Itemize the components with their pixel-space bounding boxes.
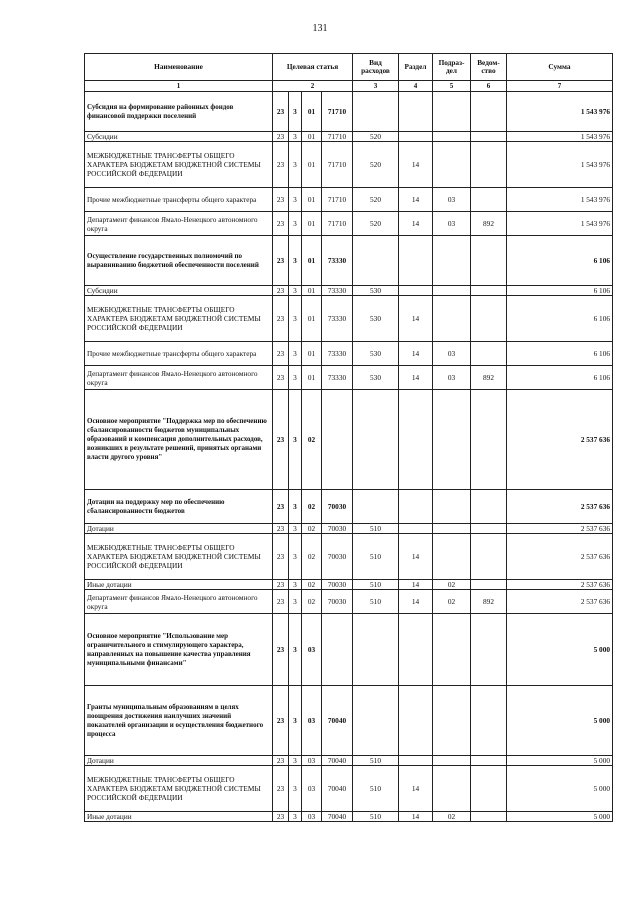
article-program-cell: 23	[273, 590, 289, 614]
table-header-row	[85, 54, 613, 81]
amount-cell: 1 543 976	[507, 188, 613, 212]
article-program-cell: 23	[273, 286, 289, 296]
amount-cell: 2 537 636	[507, 524, 613, 534]
department-cell	[471, 580, 507, 590]
article-direction-cell: 70030	[322, 534, 353, 580]
article-program-cell: 23	[273, 366, 289, 390]
amount-cell: 5 000	[507, 812, 613, 822]
row-name-cell: Департамент финансов Ямало-Ненецкого автономного округа	[85, 366, 273, 390]
subsection-cell: 03	[433, 342, 471, 366]
department-cell	[471, 390, 507, 490]
article-event-cell: 01	[302, 296, 322, 342]
expense-type-cell: 510	[353, 756, 399, 766]
article-subprogram-cell: 3	[289, 590, 302, 614]
article-direction-cell: 70030	[322, 524, 353, 534]
article-event-cell: 01	[302, 92, 322, 132]
table-row	[85, 142, 613, 188]
section-cell	[399, 614, 433, 686]
expense-type-cell	[353, 92, 399, 132]
article-subprogram-cell: 3	[289, 132, 302, 142]
row-name-cell: Прочие межбюджетные трансферты общего характера	[85, 188, 273, 212]
expense-type-cell	[353, 490, 399, 524]
article-event-cell: 01	[302, 366, 322, 390]
article-direction-cell: 70040	[322, 766, 353, 812]
subsection-cell	[433, 132, 471, 142]
section-cell: 14	[399, 580, 433, 590]
section-cell	[399, 236, 433, 286]
expense-type-cell: 510	[353, 590, 399, 614]
amount-cell: 1 543 976	[507, 212, 613, 236]
department-cell	[471, 188, 507, 212]
article-subprogram-cell: 3	[289, 142, 302, 188]
article-program-cell: 23	[273, 580, 289, 590]
row-name-cell: Основное мероприятие "Использование мер ограничительного и стимулирующего характера, направленных на повышение качества управления муниципальными финансами"	[85, 614, 273, 686]
article-program-cell: 23	[273, 296, 289, 342]
department-cell	[471, 296, 507, 342]
expense-type-cell: 530	[353, 286, 399, 296]
expense-type-cell	[353, 390, 399, 490]
row-name-cell: Дотации	[85, 756, 273, 766]
table-row	[85, 390, 613, 490]
article-program-cell: 23	[273, 812, 289, 822]
column-number: 1	[85, 81, 273, 92]
amount-cell: 5 000	[507, 686, 613, 756]
expense-type-cell: 510	[353, 580, 399, 590]
article-program-cell: 23	[273, 212, 289, 236]
article-program-cell: 23	[273, 524, 289, 534]
row-name-cell: Гранты муниципальным образованиям в целях поощрения достижения наилучших значений показателей организации и осуществления бюджетного процесса	[85, 686, 273, 756]
subsection-cell	[433, 534, 471, 580]
table-row	[85, 756, 613, 766]
article-program-cell: 23	[273, 142, 289, 188]
section-cell	[399, 524, 433, 534]
subsection-cell: 03	[433, 188, 471, 212]
row-name-cell: Осуществление государственных полномочий по выравниванию бюджетной обеспеченности поселений	[85, 236, 273, 286]
article-event-cell: 03	[302, 614, 322, 686]
table-row	[85, 686, 613, 756]
amount-cell: 6 106	[507, 342, 613, 366]
subsection-cell	[433, 390, 471, 490]
amount-cell: 2 537 636	[507, 534, 613, 580]
article-program-cell: 23	[273, 188, 289, 212]
article-direction-cell: 70040	[322, 686, 353, 756]
table-row	[85, 524, 613, 534]
article-direction-cell: 71710	[322, 188, 353, 212]
article-subprogram-cell: 3	[289, 366, 302, 390]
expense-type-cell: 520	[353, 188, 399, 212]
table-row	[85, 580, 613, 590]
table-row	[85, 132, 613, 142]
section-cell: 14	[399, 142, 433, 188]
section-cell	[399, 756, 433, 766]
article-program-cell: 23	[273, 92, 289, 132]
row-name-cell: Департамент финансов Ямало-Ненецкого автономного округа	[85, 590, 273, 614]
header-amount: Сумма	[507, 54, 613, 81]
row-name-cell: Иные дотации	[85, 812, 273, 822]
row-name-cell: Иные дотации	[85, 580, 273, 590]
article-event-cell: 02	[302, 590, 322, 614]
article-event-cell: 02	[302, 524, 322, 534]
row-name-cell: Департамент финансов Ямало-Ненецкого автономного округа	[85, 212, 273, 236]
article-subprogram-cell: 3	[289, 188, 302, 212]
article-event-cell: 02	[302, 534, 322, 580]
subsection-cell: 03	[433, 366, 471, 390]
section-cell: 14	[399, 188, 433, 212]
row-name-cell: МЕЖБЮДЖЕТНЫЕ ТРАНСФЕРТЫ ОБЩЕГО ХАРАКТЕРА БЮДЖЕТАМ БЮДЖЕТНОЙ СИСТЕМЫ РОССИЙСКОЙ ФЕДЕРАЦИИ	[85, 534, 273, 580]
subsection-cell	[433, 614, 471, 686]
article-program-cell: 23	[273, 766, 289, 812]
department-cell	[471, 534, 507, 580]
section-cell: 14	[399, 590, 433, 614]
section-cell: 14	[399, 766, 433, 812]
amount-cell: 6 106	[507, 236, 613, 286]
column-number: 7	[507, 81, 613, 92]
table-row	[85, 490, 613, 524]
expense-type-cell: 530	[353, 296, 399, 342]
department-cell: 892	[471, 590, 507, 614]
article-subprogram-cell: 3	[289, 490, 302, 524]
amount-cell: 2 537 636	[507, 590, 613, 614]
article-program-cell: 23	[273, 342, 289, 366]
article-event-cell: 01	[302, 188, 322, 212]
article-subprogram-cell: 3	[289, 812, 302, 822]
column-number: 3	[353, 81, 399, 92]
section-cell	[399, 390, 433, 490]
article-program-cell: 23	[273, 490, 289, 524]
article-direction-cell: 73330	[322, 286, 353, 296]
amount-cell: 1 543 976	[507, 132, 613, 142]
article-event-cell: 03	[302, 686, 322, 756]
article-subprogram-cell: 3	[289, 212, 302, 236]
header-subsection: Подраз-дел	[433, 54, 471, 81]
expense-type-cell	[353, 614, 399, 686]
article-direction-cell: 70040	[322, 756, 353, 766]
department-cell	[471, 490, 507, 524]
amount-cell: 5 000	[507, 614, 613, 686]
row-name-cell: МЕЖБЮДЖЕТНЫЕ ТРАНСФЕРТЫ ОБЩЕГО ХАРАКТЕРА БЮДЖЕТАМ БЮДЖЕТНОЙ СИСТЕМЫ РОССИЙСКОЙ ФЕДЕРАЦИИ	[85, 296, 273, 342]
department-cell	[471, 142, 507, 188]
table-row	[85, 812, 613, 822]
table-row	[85, 342, 613, 366]
section-cell	[399, 92, 433, 132]
article-direction-cell: 73330	[322, 296, 353, 342]
expense-type-cell: 510	[353, 766, 399, 812]
article-subprogram-cell: 3	[289, 524, 302, 534]
expense-type-cell: 510	[353, 524, 399, 534]
article-event-cell: 03	[302, 766, 322, 812]
article-direction-cell: 70030	[322, 590, 353, 614]
department-cell	[471, 614, 507, 686]
subsection-cell	[433, 296, 471, 342]
amount-cell: 5 000	[507, 756, 613, 766]
table-row	[85, 92, 613, 132]
article-direction-cell: 71710	[322, 212, 353, 236]
section-cell	[399, 132, 433, 142]
column-number: 2	[273, 81, 353, 92]
article-subprogram-cell: 3	[289, 686, 302, 756]
subsection-cell	[433, 286, 471, 296]
header-name: Наименование	[85, 54, 273, 81]
article-event-cell: 03	[302, 812, 322, 822]
subsection-cell	[433, 524, 471, 534]
section-cell: 14	[399, 534, 433, 580]
article-event-cell: 01	[302, 236, 322, 286]
article-program-cell: 23	[273, 132, 289, 142]
amount-cell: 5 000	[507, 766, 613, 812]
article-event-cell: 02	[302, 580, 322, 590]
table-row	[85, 366, 613, 390]
expense-type-cell: 530	[353, 342, 399, 366]
department-cell	[471, 686, 507, 756]
article-event-cell: 01	[302, 132, 322, 142]
table-row	[85, 534, 613, 580]
article-event-cell: 02	[302, 490, 322, 524]
article-direction-cell: 73330	[322, 236, 353, 286]
section-cell	[399, 286, 433, 296]
article-direction-cell: 70040	[322, 812, 353, 822]
column-number: 6	[471, 81, 507, 92]
department-cell	[471, 756, 507, 766]
expense-type-cell: 520	[353, 142, 399, 188]
column-number-row	[85, 81, 613, 92]
amount-cell: 1 543 976	[507, 142, 613, 188]
department-cell: 892	[471, 366, 507, 390]
article-subprogram-cell: 3	[289, 766, 302, 812]
expense-type-cell: 530	[353, 366, 399, 390]
article-program-cell: 23	[273, 390, 289, 490]
article-direction-cell: 71710	[322, 142, 353, 188]
subsection-cell: 02	[433, 590, 471, 614]
table-row	[85, 614, 613, 686]
article-event-cell: 01	[302, 142, 322, 188]
section-cell	[399, 490, 433, 524]
article-event-cell: 03	[302, 756, 322, 766]
article-direction-cell	[322, 390, 353, 490]
department-cell	[471, 286, 507, 296]
header-expense-type: Вид расходов	[353, 54, 399, 81]
amount-cell: 6 106	[507, 366, 613, 390]
article-direction-cell	[322, 614, 353, 686]
article-event-cell: 01	[302, 342, 322, 366]
row-name-cell: МЕЖБЮДЖЕТНЫЕ ТРАНСФЕРТЫ ОБЩЕГО ХАРАКТЕРА БЮДЖЕТАМ БЮДЖЕТНОЙ СИСТЕМЫ РОССИЙСКОЙ ФЕДЕРАЦИИ	[85, 766, 273, 812]
article-subprogram-cell: 3	[289, 342, 302, 366]
table-row	[85, 766, 613, 812]
article-subprogram-cell: 3	[289, 580, 302, 590]
department-cell	[471, 132, 507, 142]
subsection-cell: 02	[433, 580, 471, 590]
article-direction-cell: 73330	[322, 342, 353, 366]
article-subprogram-cell: 3	[289, 614, 302, 686]
department-cell	[471, 342, 507, 366]
amount-cell: 2 537 636	[507, 390, 613, 490]
subsection-cell	[433, 766, 471, 812]
section-cell: 14	[399, 342, 433, 366]
amount-cell: 2 537 636	[507, 490, 613, 524]
budget-table	[84, 53, 613, 822]
article-direction-cell: 71710	[322, 92, 353, 132]
article-event-cell: 01	[302, 286, 322, 296]
article-direction-cell: 70030	[322, 580, 353, 590]
table-row	[85, 296, 613, 342]
subsection-cell	[433, 236, 471, 286]
row-name-cell: Субсидии	[85, 132, 273, 142]
article-event-cell: 02	[302, 390, 322, 490]
header-department: Ведом-ство	[471, 54, 507, 81]
table-row	[85, 236, 613, 286]
article-event-cell: 01	[302, 212, 322, 236]
header-target-article: Целевая статья	[273, 54, 353, 81]
amount-cell: 6 106	[507, 286, 613, 296]
article-subprogram-cell: 3	[289, 756, 302, 766]
column-number: 5	[433, 81, 471, 92]
expense-type-cell	[353, 686, 399, 756]
subsection-cell: 03	[433, 212, 471, 236]
row-name-cell: МЕЖБЮДЖЕТНЫЕ ТРАНСФЕРТЫ ОБЩЕГО ХАРАКТЕРА БЮДЖЕТАМ БЮДЖЕТНОЙ СИСТЕМЫ РОССИЙСКОЙ ФЕДЕРАЦИИ	[85, 142, 273, 188]
table-row	[85, 212, 613, 236]
article-subprogram-cell: 3	[289, 92, 302, 132]
subsection-cell	[433, 92, 471, 132]
department-cell: 892	[471, 212, 507, 236]
table-row	[85, 286, 613, 296]
department-cell	[471, 524, 507, 534]
row-name-cell: Дотации	[85, 524, 273, 534]
column-number: 4	[399, 81, 433, 92]
row-name-cell: Субсидия на формирование районных фондов финансовой поддержки поселений	[85, 92, 273, 132]
row-name-cell: Основное мероприятие "Поддержка мер по обеспечению сбалансированности бюджетов муниципальных образований и компенсация дополнительных расходов, возникших в результате решений, принятых органами власти другого уровня"	[85, 390, 273, 490]
article-direction-cell: 70030	[322, 490, 353, 524]
row-name-cell: Дотации на поддержку мер по обеспечению сбалансированности бюджетов	[85, 490, 273, 524]
amount-cell: 2 537 636	[507, 580, 613, 590]
section-cell	[399, 686, 433, 756]
department-cell	[471, 766, 507, 812]
expense-type-cell: 520	[353, 132, 399, 142]
subsection-cell	[433, 686, 471, 756]
department-cell	[471, 236, 507, 286]
amount-cell: 1 543 976	[507, 92, 613, 132]
department-cell	[471, 812, 507, 822]
article-direction-cell: 71710	[322, 132, 353, 142]
article-subprogram-cell: 3	[289, 236, 302, 286]
page-number: 131	[312, 23, 328, 34]
section-cell: 14	[399, 296, 433, 342]
article-subprogram-cell: 3	[289, 534, 302, 580]
section-cell: 14	[399, 366, 433, 390]
subsection-cell	[433, 142, 471, 188]
article-subprogram-cell: 3	[289, 286, 302, 296]
subsection-cell	[433, 490, 471, 524]
section-cell: 14	[399, 812, 433, 822]
article-program-cell: 23	[273, 756, 289, 766]
article-program-cell: 23	[273, 534, 289, 580]
expense-type-cell: 520	[353, 212, 399, 236]
article-program-cell: 23	[273, 236, 289, 286]
table-row	[85, 188, 613, 212]
expense-type-cell: 510	[353, 812, 399, 822]
article-program-cell: 23	[273, 614, 289, 686]
expense-type-cell: 510	[353, 534, 399, 580]
subsection-cell	[433, 756, 471, 766]
header-section: Раздел	[399, 54, 433, 81]
department-cell	[471, 92, 507, 132]
section-cell: 14	[399, 212, 433, 236]
row-name-cell: Субсидии	[85, 286, 273, 296]
expense-type-cell	[353, 236, 399, 286]
table-row	[85, 590, 613, 614]
row-name-cell: Прочие межбюджетные трансферты общего характера	[85, 342, 273, 366]
article-program-cell: 23	[273, 686, 289, 756]
article-subprogram-cell: 3	[289, 390, 302, 490]
amount-cell: 6 106	[507, 296, 613, 342]
article-direction-cell: 73330	[322, 366, 353, 390]
article-subprogram-cell: 3	[289, 296, 302, 342]
subsection-cell: 02	[433, 812, 471, 822]
